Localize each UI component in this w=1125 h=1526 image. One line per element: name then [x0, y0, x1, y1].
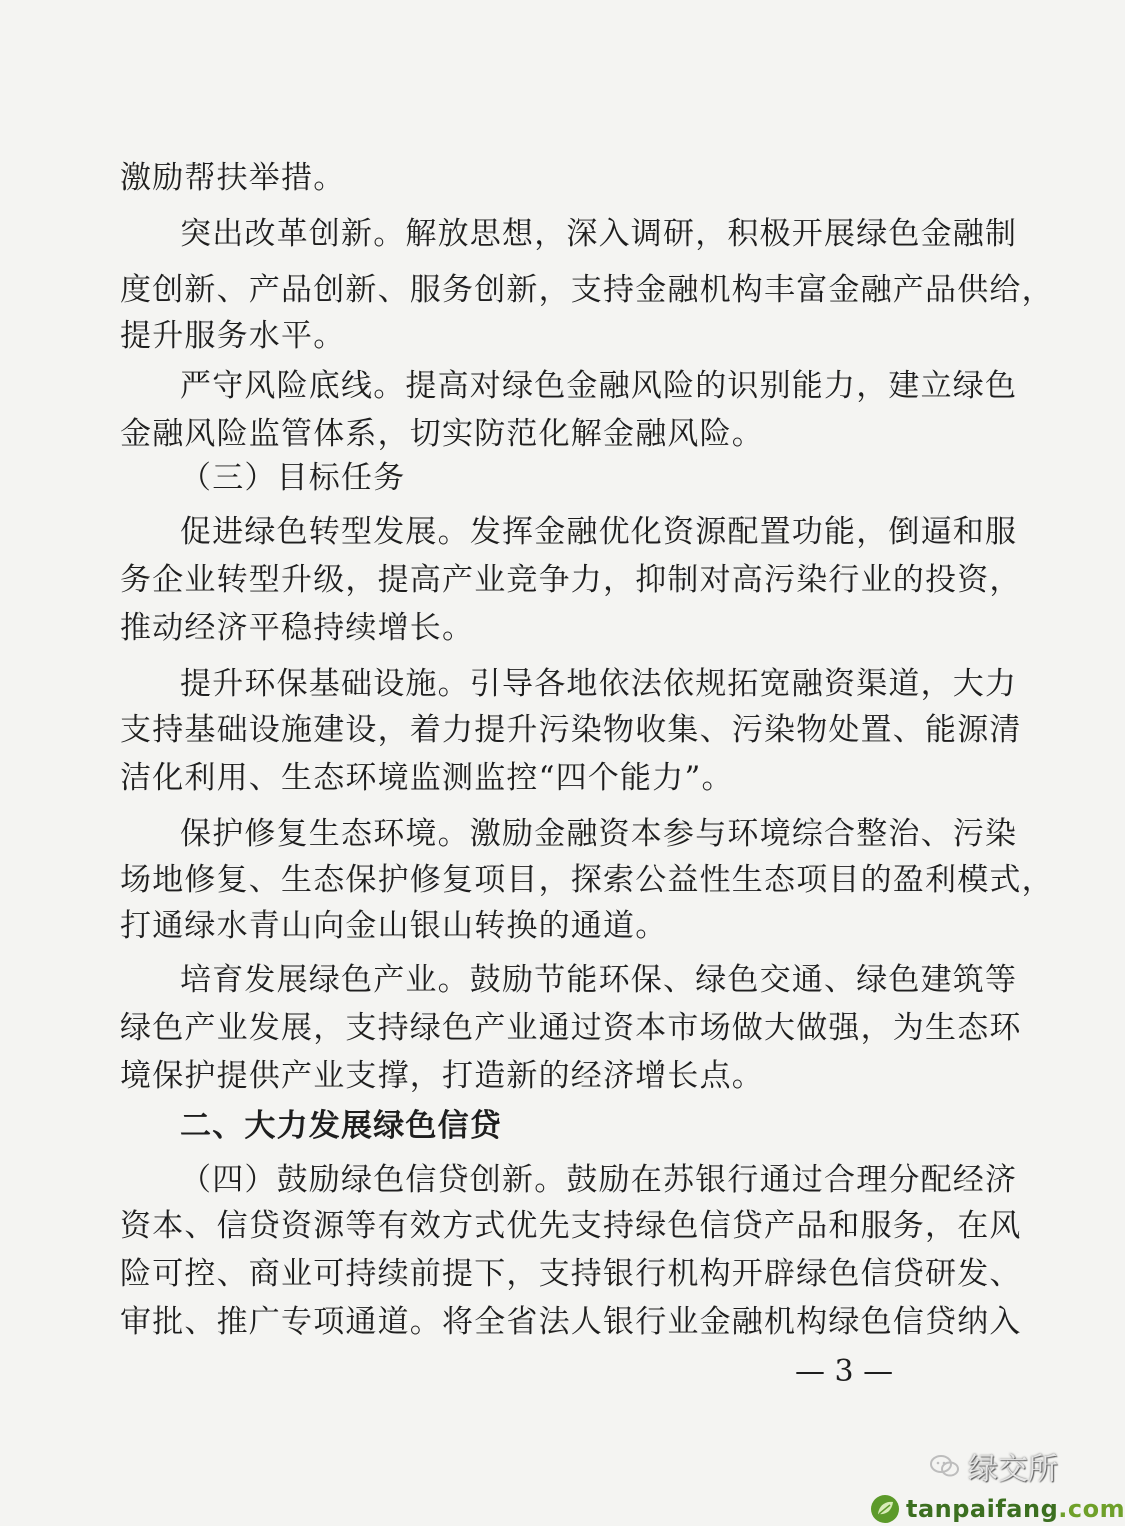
text-line: 洁化利用、生态环境监测监控“四个能力”。 [120, 760, 734, 796]
text-line: 务企业转型升级，提高产业竞争力，抑制对高污染行业的投资， [120, 562, 1022, 598]
text-line: 绿色产业发展，支持绿色产业通过资本市场做大做强，为生态环 [120, 1010, 1022, 1046]
text-line: （四）鼓励绿色信贷创新。鼓励在苏银行通过合理分配经济 [180, 1162, 1018, 1198]
text-line: 推动经济平稳持续增长。 [120, 610, 475, 646]
page-number: — 3 — [795, 1354, 894, 1389]
text-line: 严守风险底线。提高对绿色金融风险的识别能力，建立绿色 [180, 368, 1018, 404]
text-line: 度创新、产品创新、服务创新，支持金融机构丰富金融产品供给， [120, 272, 1054, 308]
section-heading: （三）目标任务 [180, 460, 406, 496]
watermark-account: 绿交所 [968, 1452, 1058, 1487]
site-watermark [870, 1492, 1125, 1526]
text-line: 金融风险监管体系，切实防范化解金融风险。 [120, 416, 764, 452]
text-line: 审批、推广专项通道。将全省法人银行业金融机构绿色信贷纳入 [120, 1304, 1022, 1340]
text-line: 资本、信贷资源等有效方式优先支持绿色信贷产品和服务，在风 [120, 1208, 1022, 1244]
site-url-prefix: tanpaifang [906, 1495, 1059, 1523]
wechat-watermark [930, 1444, 1058, 1488]
site-url-suffix: .com [1058, 1495, 1125, 1523]
text-line: 险可控、商业可持续前提下，支持银行机构开辟绿色信贷研发、 [120, 1256, 1022, 1292]
text-line: 保护修复生态环境。激励金融资本参与环境综合整治、污染 [180, 816, 1018, 852]
text-line: 提升环保基础设施。引导各地依法依规拓宽融资渠道，大力 [180, 666, 1018, 702]
text-line: 支持基础设施建设，着力提升污染物收集、污染物处置、能源清 [120, 712, 1022, 748]
text-line: 打通绿水青山向金山银山转换的通道。 [120, 908, 668, 944]
text-line: 突出改革创新。解放思想，深入调研，积极开展绿色金融制 [180, 216, 1018, 252]
text-line: 培育发展绿色产业。鼓励节能环保、绿色交通、绿色建筑等 [180, 962, 1018, 998]
text-line: 激励帮扶举措。 [120, 160, 346, 196]
site-url [906, 1495, 1125, 1523]
leaf-logo-icon [870, 1494, 900, 1524]
text-line: 境保护提供产业支撑，打造新的经济增长点。 [120, 1058, 764, 1094]
text-line: 场地修复、生态保护修复项目，探索公益性生态项目的盈利模式， [120, 862, 1054, 898]
text-line: 促进绿色转型发展。发挥金融优化资源配置功能，倒逼和服 [180, 514, 1018, 550]
text-line: 提升服务水平。 [120, 318, 346, 354]
wechat-icon [930, 1454, 960, 1478]
chapter-heading: 二、大力发展绿色信贷 [180, 1108, 502, 1144]
